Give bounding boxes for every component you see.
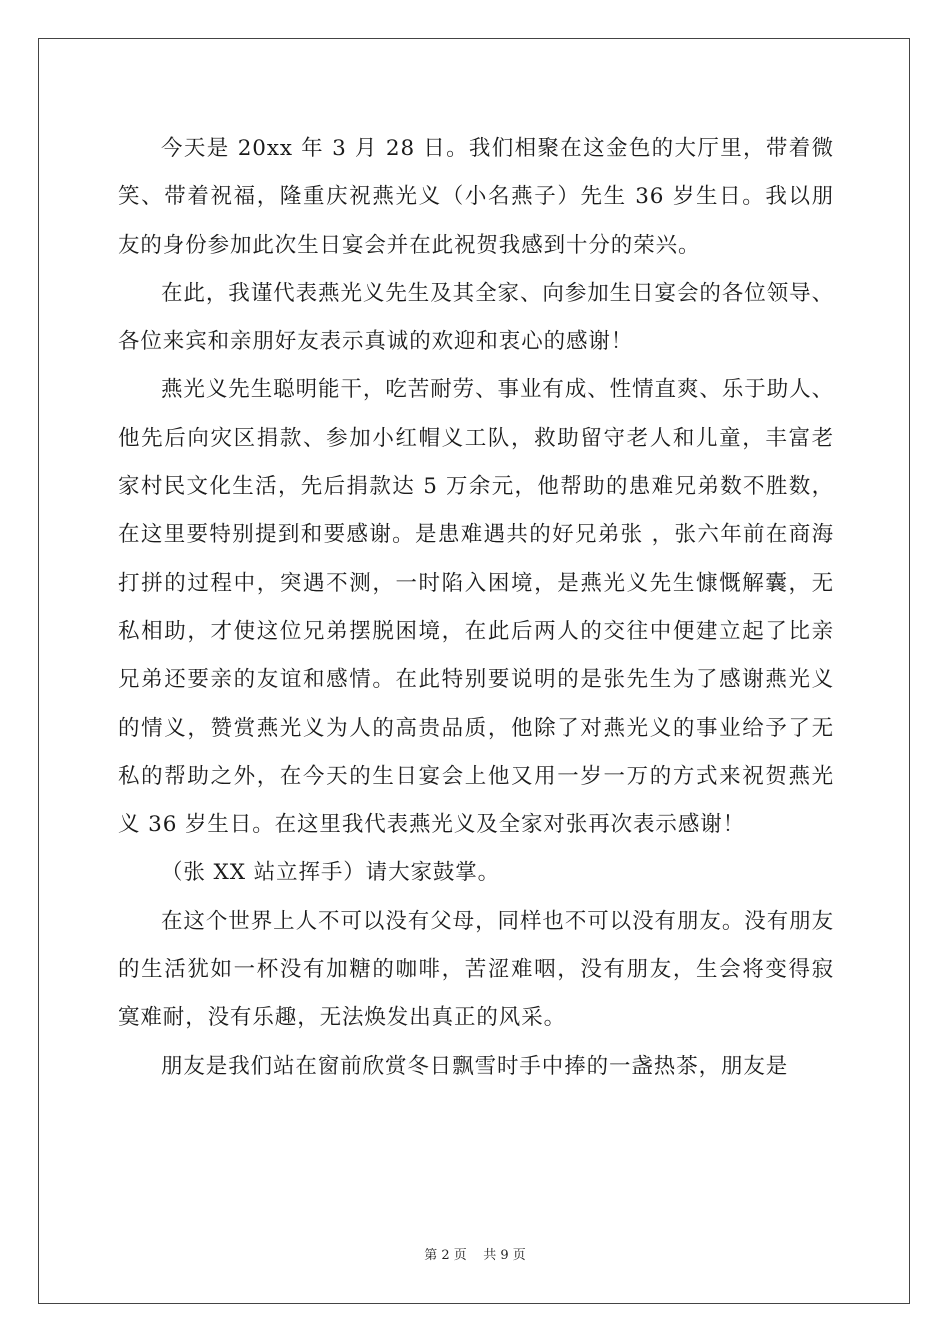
paragraph: 朋友是我们站在窗前欣赏冬日飘雪时手中捧的一盏热茶，朋友是	[161, 1053, 789, 1079]
page-total: 共 9 页	[483, 1248, 526, 1263]
paragraph: 燕光义先生聪明能干，吃苦耐劳、事业有成、性情直爽、乐于助人、他先后向灾区捐款、参加小红帽义工队，救助留守老人和儿童，丰富老家村民文化生活，先后捐款达 5 万余元，他帮助的患难兄弟数不胜数，在这里要特别提到和要感谢。是患难遇共的好兄弟张 ，张六年前在商海打拼的过程中，突遇不测，一时陷入困境，是燕光义先生慷慨解囊，无私相助，才使这位兄弟摆脱困境，在此后两人的交往中便建立起了比亲兄弟还要亲的友谊和感情。在此特别要说明的是张先生为了感谢燕光义的情义，赞赏燕光义为人的高贵品质，他除了对燕光义的事业给予了无私的帮助之外，在今天的生日宴会上他又用一岁一万的方式来祝贺燕光义 36 岁生日。在这里我代表燕光义及全家对张再次表示感谢！	[118, 377, 834, 838]
paragraph: 今天是 20xx 年 3 月 28 日。我们相聚在这金色的大厅里，带着微笑、带着祝福，隆重庆祝燕光义（小名燕子）先生 36 岁生日。我以朋友的身份参加此次生日宴会并在此祝贺我感到十分的荣兴。	[118, 136, 834, 258]
paragraph: 在这个世界上人不可以没有父母，同样也不可以没有朋友。没有朋友的生活犹如一杯没有加糖的咖啡，苦涩难咽，没有朋友，生会将变得寂寞难耐，没有乐趣，无法焕发出真正的风采。	[118, 908, 834, 1031]
page-footer	[0, 1244, 950, 1263]
paragraph: 在此，我谨代表燕光义先生及其全家、向参加生日宴会的各位领导、各位来宾和亲朋好友表示真诚的欢迎和衷心的感谢！	[118, 280, 834, 355]
page-number: 第 2 页	[424, 1248, 467, 1263]
paragraph: （张 XX 站立挥手）请大家鼓掌。	[161, 860, 501, 886]
document-body	[118, 125, 834, 1091]
